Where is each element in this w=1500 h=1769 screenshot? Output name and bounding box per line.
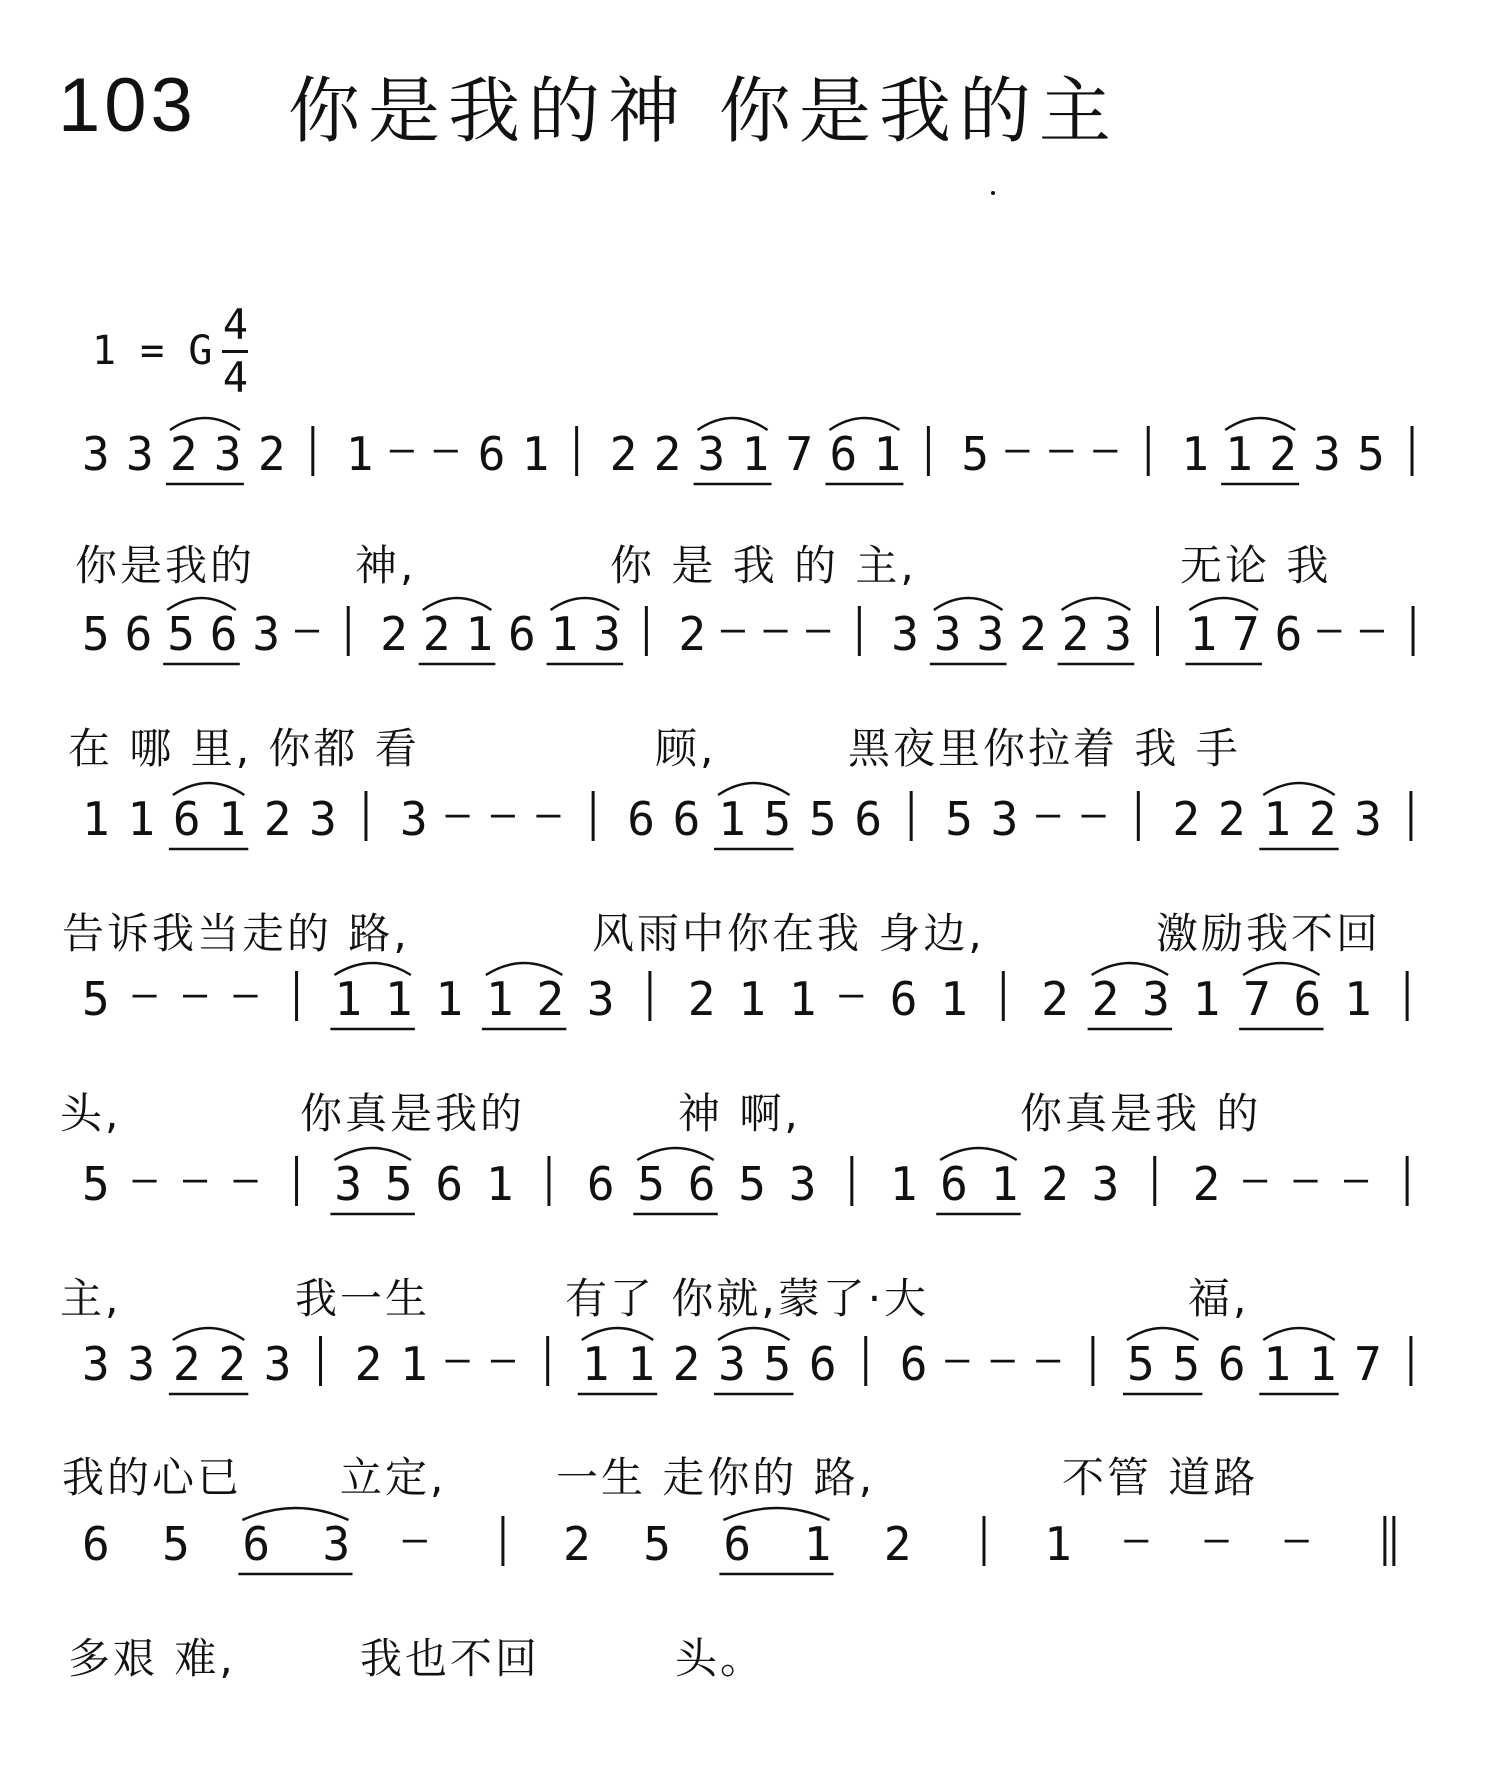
note-2: 2 xyxy=(218,1337,247,1391)
note-5: 5 xyxy=(82,607,110,661)
sustain-dash: – xyxy=(1081,791,1106,837)
note-6: 6 xyxy=(477,427,506,481)
sustain-dash: – xyxy=(1036,1336,1061,1382)
note-6: 6 xyxy=(507,607,536,661)
note-1: 1 xyxy=(1308,1337,1337,1391)
note-1: 1 xyxy=(1344,972,1372,1026)
note-1: 1 xyxy=(1263,1337,1291,1391)
sustain-dash: – xyxy=(1359,606,1384,652)
lyric-line-1-phrase-4: 无论 我 xyxy=(1180,541,1332,590)
sustain-dash: – xyxy=(1317,606,1342,652)
note-6: 6 xyxy=(940,1157,968,1211)
sustain-dash: – xyxy=(389,426,414,472)
note-3: 3 xyxy=(1354,792,1382,846)
note-1: 1 xyxy=(738,972,766,1026)
lyric-line-5-phrase-3: 有了 你就,蒙了·大 xyxy=(565,1274,930,1323)
note-5: 5 xyxy=(808,792,837,846)
note-1: 1 xyxy=(1189,607,1218,661)
sustain-dash: – xyxy=(720,606,745,652)
note-1: 1 xyxy=(1181,427,1209,481)
lyric-line-1-phrase-1: 你是我的 xyxy=(75,541,256,590)
note-2: 2 xyxy=(536,972,565,1026)
lyric-line-6-phrase-3: 一生 走你的 路, xyxy=(556,1453,876,1502)
note-2: 2 xyxy=(1192,1157,1221,1211)
lyric-line-1-phrase-3: 你 是 我 的 主, xyxy=(610,541,917,590)
sustain-dash: – xyxy=(294,606,320,652)
sustain-dash: – xyxy=(445,1336,470,1382)
note-1: 1 xyxy=(218,792,247,846)
note-5: 5 xyxy=(1172,1337,1201,1391)
note-6: 6 xyxy=(899,1337,928,1391)
note-1: 1 xyxy=(803,1517,832,1571)
sustain-dash: – xyxy=(402,1516,427,1562)
note-3: 3 xyxy=(127,1337,156,1391)
note-7: 7 xyxy=(785,427,814,481)
lyric-line-1-phrase-2: 神, xyxy=(355,541,417,590)
note-1: 1 xyxy=(485,1157,514,1211)
note-1: 1 xyxy=(400,1337,428,1391)
note-2: 2 xyxy=(1217,792,1246,846)
sustain-dash: – xyxy=(233,971,258,1017)
lyric-line-4-phrase-2: 你真是我的 xyxy=(300,1089,526,1138)
note-2: 2 xyxy=(1172,792,1201,846)
lyric-line-2-phrase-2: 顾, xyxy=(655,724,717,773)
note-1: 1 xyxy=(718,792,746,846)
note-6: 6 xyxy=(435,1157,464,1211)
note-6: 6 xyxy=(808,1337,837,1391)
note-6: 6 xyxy=(586,1157,615,1211)
sustain-dash: – xyxy=(1344,1156,1369,1202)
sustain-dash: – xyxy=(945,1336,970,1382)
note-2: 2 xyxy=(172,1337,201,1391)
note-1: 1 xyxy=(581,1337,610,1391)
note-2: 2 xyxy=(1091,972,1120,1026)
lyric-line-3-phrase-2: 风雨中你在我 身边, xyxy=(592,909,985,958)
song-title: 你是我的神 你是我的主 xyxy=(288,69,1119,153)
sustain-dash: – xyxy=(182,971,208,1017)
note-5: 5 xyxy=(763,792,792,846)
note-1: 1 xyxy=(465,607,494,661)
note-2: 2 xyxy=(1308,792,1337,846)
note-2: 2 xyxy=(672,1337,701,1391)
note-3: 3 xyxy=(400,792,428,846)
key-label: 1 = G xyxy=(92,328,213,374)
note-1: 1 xyxy=(1225,427,1253,481)
note-3: 3 xyxy=(1104,607,1132,661)
note-3: 3 xyxy=(1091,1157,1120,1211)
note-5: 5 xyxy=(961,427,990,481)
note-6: 6 xyxy=(672,792,701,846)
note-3: 3 xyxy=(322,1517,351,1571)
note-1: 1 xyxy=(384,972,413,1026)
lyric-line-4-phrase-4: 你真是我 的 xyxy=(1020,1089,1262,1138)
note-6: 6 xyxy=(172,792,201,846)
note-3: 3 xyxy=(125,427,154,481)
note-2: 2 xyxy=(169,427,198,481)
note-1: 1 xyxy=(788,972,817,1026)
note-2: 2 xyxy=(1041,972,1069,1026)
note-3: 3 xyxy=(82,1337,110,1391)
sustain-dash: – xyxy=(1243,1156,1268,1202)
lyric-line-5-phrase-2: 我一生 xyxy=(295,1274,431,1323)
sustain-dash: – xyxy=(1005,426,1030,472)
note-1: 1 xyxy=(334,972,363,1026)
note-3: 3 xyxy=(933,607,962,661)
lyric-line-7-phrase-2: 我也不回 xyxy=(360,1634,541,1683)
note-3: 3 xyxy=(1142,972,1170,1026)
note-7: 7 xyxy=(1243,972,1271,1026)
note-5: 5 xyxy=(763,1337,792,1391)
sustain-dash: – xyxy=(763,606,788,652)
lyric-line-6-phrase-1: 我的心已 xyxy=(62,1453,243,1502)
song-number: 103 xyxy=(58,62,197,148)
note-6: 6 xyxy=(209,607,238,661)
note-6: 6 xyxy=(1293,972,1322,1026)
lyric-line-4-phrase-1: 头, xyxy=(60,1089,122,1138)
lyric-line-4-phrase-3: 神 啊, xyxy=(678,1089,801,1138)
time-signature-bottom: 4 xyxy=(222,352,249,402)
note-1: 1 xyxy=(1192,972,1221,1026)
sustain-dash: – xyxy=(132,971,157,1017)
sustain-dash: – xyxy=(490,791,515,837)
lyric-line-3-phrase-1: 告诉我当走的 路, xyxy=(62,909,410,958)
note-2: 2 xyxy=(1041,1157,1069,1211)
note-5: 5 xyxy=(643,1517,671,1571)
note-2: 2 xyxy=(257,427,286,481)
lyric-line-2-phrase-1: 在 哪 里, 你都 看 xyxy=(68,724,420,773)
sustain-dash: – xyxy=(132,1156,157,1202)
note-1: 1 xyxy=(741,427,770,481)
note-1: 1 xyxy=(990,1157,1019,1211)
note-2: 2 xyxy=(609,427,638,481)
note-2: 2 xyxy=(563,1517,591,1571)
note-3: 3 xyxy=(309,792,337,846)
sustain-dash: – xyxy=(233,1156,258,1202)
note-3: 3 xyxy=(252,607,281,661)
sustain-dash: – xyxy=(806,606,831,652)
note-5: 5 xyxy=(1126,1337,1155,1391)
note-1: 1 xyxy=(82,792,110,846)
sustain-dash: – xyxy=(1293,1156,1318,1202)
note-3: 3 xyxy=(593,607,621,661)
note-2: 2 xyxy=(263,792,292,846)
lyric-line-5-phrase-1: 主, xyxy=(60,1274,122,1323)
lyric-line-6-phrase-4: 不管 道路 xyxy=(1062,1453,1259,1502)
note-3: 3 xyxy=(718,1337,746,1391)
note-2: 2 xyxy=(422,607,451,661)
lyric-line-6-phrase-2: 立定, xyxy=(340,1453,447,1502)
note-5: 5 xyxy=(162,1517,190,1571)
note-5: 5 xyxy=(82,972,110,1026)
sustain-dash: – xyxy=(1124,1516,1149,1562)
note-6: 6 xyxy=(82,1517,110,1571)
note-3: 3 xyxy=(990,792,1019,846)
note-1: 1 xyxy=(345,427,374,481)
note-2: 2 xyxy=(653,427,682,481)
note-2: 2 xyxy=(883,1517,912,1571)
note-7: 7 xyxy=(1232,607,1260,661)
note-1: 1 xyxy=(127,792,156,846)
sustain-dash: – xyxy=(1284,1516,1309,1562)
note-6: 6 xyxy=(723,1517,752,1571)
note-2: 2 xyxy=(354,1337,383,1391)
note-6: 6 xyxy=(829,427,858,481)
sustain-dash: – xyxy=(490,1336,515,1382)
sustain-dash: – xyxy=(839,971,864,1017)
note-6: 6 xyxy=(687,1157,716,1211)
lyric-line-7-phrase-1: 多艰 难, xyxy=(68,1634,236,1683)
sustain-dash: – xyxy=(1036,791,1061,837)
lyric-line-5-phrase-4: 福, xyxy=(1188,1274,1250,1323)
note-6: 6 xyxy=(854,792,883,846)
note-1: 1 xyxy=(889,1157,918,1211)
note-3: 3 xyxy=(1313,427,1341,481)
note-2: 2 xyxy=(678,607,707,661)
note-5: 5 xyxy=(738,1157,766,1211)
note-6: 6 xyxy=(889,972,918,1026)
note-3: 3 xyxy=(586,972,615,1026)
note-3: 3 xyxy=(788,1157,817,1211)
sustain-dash: – xyxy=(1049,426,1074,472)
note-1: 1 xyxy=(1263,792,1291,846)
note-2: 2 xyxy=(1019,607,1047,661)
note-3: 3 xyxy=(976,607,1005,661)
note-5: 5 xyxy=(637,1157,665,1211)
note-5: 5 xyxy=(1357,427,1385,481)
note-1: 1 xyxy=(521,427,550,481)
sustain-dash: – xyxy=(1093,426,1118,472)
note-3: 3 xyxy=(213,427,242,481)
note-3: 3 xyxy=(263,1337,292,1391)
note-6: 6 xyxy=(124,607,153,661)
note-6: 6 xyxy=(627,792,655,846)
note-2: 2 xyxy=(1061,607,1090,661)
lyric-line-7-phrase-3: 头。 xyxy=(675,1634,766,1683)
note-7: 7 xyxy=(1354,1337,1382,1391)
note-3: 3 xyxy=(82,427,110,481)
sustain-dash: – xyxy=(182,1156,208,1202)
note-6: 6 xyxy=(1274,607,1303,661)
note-3: 3 xyxy=(697,427,726,481)
note-5: 5 xyxy=(945,792,973,846)
sustain-dash: – xyxy=(1204,1516,1229,1562)
time-signature-top: 4 xyxy=(222,299,249,349)
lyric-line-3-phrase-3: 激励我不回 xyxy=(1156,909,1382,958)
note-1: 1 xyxy=(873,427,902,481)
note-2: 2 xyxy=(1269,427,1297,481)
note-5: 5 xyxy=(384,1157,413,1211)
sustain-dash: – xyxy=(445,791,470,837)
note-1: 1 xyxy=(485,972,514,1026)
note-6: 6 xyxy=(242,1517,271,1571)
note-1: 1 xyxy=(435,972,464,1026)
lyric-line-2-phrase-3: 黑夜里你拉着 我 手 xyxy=(848,724,1241,773)
note-1: 1 xyxy=(550,607,579,661)
note-2: 2 xyxy=(380,607,408,661)
note-3: 3 xyxy=(334,1157,363,1211)
sustain-dash: – xyxy=(990,1336,1015,1382)
note-1: 1 xyxy=(940,972,968,1026)
note-5: 5 xyxy=(167,607,195,661)
note-1: 1 xyxy=(1044,1517,1072,1571)
note-1: 1 xyxy=(627,1337,655,1391)
note-3: 3 xyxy=(891,607,919,661)
sustain-dash: – xyxy=(536,791,561,837)
sustain-dash: – xyxy=(433,426,458,472)
note-6: 6 xyxy=(1217,1337,1246,1391)
note-5: 5 xyxy=(82,1157,110,1211)
note-2: 2 xyxy=(687,972,716,1026)
